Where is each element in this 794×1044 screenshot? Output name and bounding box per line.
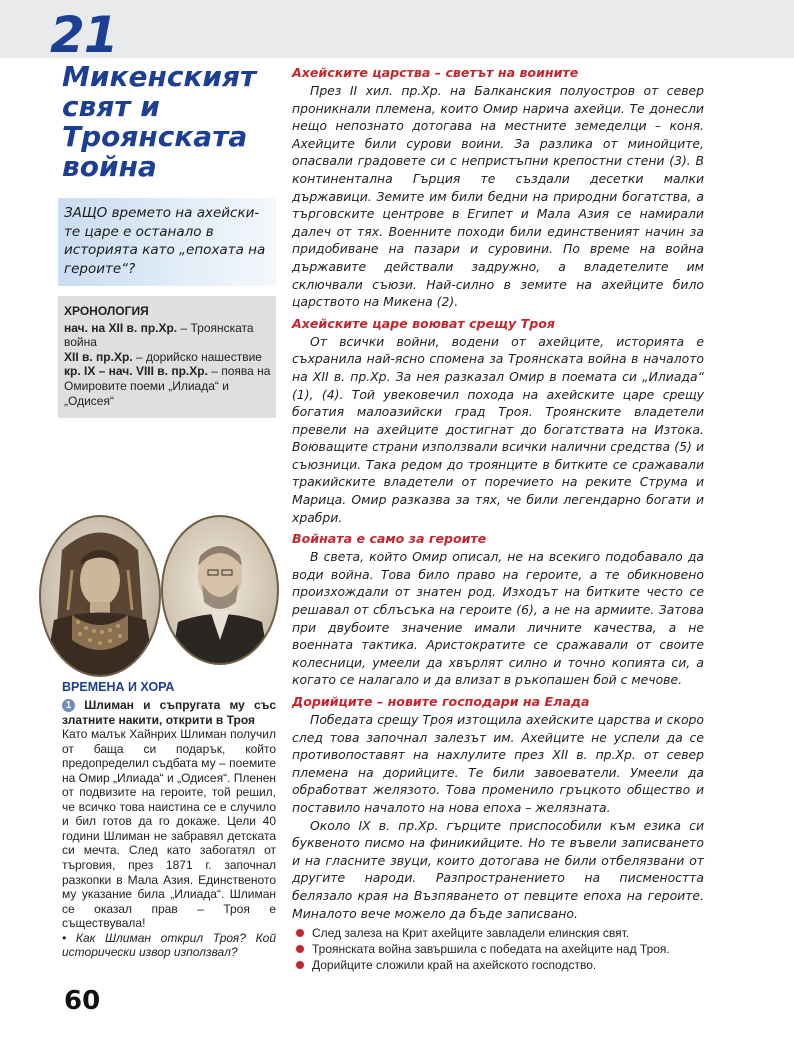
chapter-number: 21 [50,6,118,64]
figure-badge: 1 [62,699,75,712]
key-question: ЗАЩО времето на ахейски-те царе е останало в историята като „епохата на героите“? [64,205,266,277]
paragraph: Победата срещу Троя изтощила ахейските царства и скоро след това започнал залезът им. Ахейците не успели да се противопоставят на нахлулите през XII в. пр.Хр. от север племена на дорийците. Те били завоеватели. Умеели да обработват желязото. Това променило гръцкото общество и поставило началото на нова епоха – желязната. [292,712,704,815]
summary-item: Дорийците сложили край на ахейското господство. [292,957,704,973]
chapter-title: Микенският свят и Троянската война [62,60,257,183]
times-people-text [62,698,276,960]
section [292,530,704,689]
paragraph: В света, който Омир описал, не на всекиго подобавало да води война. Това било право на героите, а те обикновено произхождали от знатен род. Изходът на битките често се решавал от сблъсъка на героите (6), а не на армиите. Затова при двубоите значение имали личните качества, а не военната тактика. Аристократите се сражавали от своите колесници, умеели да хвърлят силно и точно копията си, а когато се налагало и да влизат в ръкопашен бой с мечове. [292,549,704,688]
chronology-date: кр. IX – нач. VIII в. пр.Хр. [64,364,208,379]
chapter-header-band [0,0,794,58]
chronology [64,304,274,408]
section-heading: Ахейските царе воюват срещу Троя [292,315,555,331]
times-people-question: • Как Шлиман открил Троя? Кой исторически извор използвал? [62,930,276,960]
paragraph: Около IX в. пр.Хр. гърците приспособили към езика си буквеното писмо на финикийците. Но те въвели записването и на гласните звуци, които дотогава не били отбелязвани от другите народи. Разпространението на писмеността белязало края на Възпяването от певците епоха на героите. Миналото вече можело да бъде записвано. [292,817,704,921]
chronology-heading: ХРОНОЛОГИЯ [64,304,149,318]
section [292,315,704,527]
chronology-text: – дорийско нашествие [132,349,262,364]
chronology-date: нач. на XII в. пр.Хр. [64,320,178,335]
times-people-body: Като малък Хайнрих Шлиман получил от баща си подарък, който предопределил съдбата му – поемите на Омир „Илиада“ и „Одисея“. Пленен от подвизите на героите, той решил, че всичко това наистина се е случило и бил готов да го докаже. Цели 40 години Шлиман не забравял детската си мечта. След като забогатял от търговия, през 1871 г. започнал разкопки в Мала Азия. Единственото му указание била „Илиада“. Шлиман се оказал прав – Троя е съществувала! [62,727,276,931]
times-people-heading: ВРЕМЕНА И ХОРА [62,680,175,694]
paragraph: От всички войни, водени от ахейците, историята е съхранила най-ясно спомена за Троянската война в началото на XII в. пр.Хр. За нея разказал Омир в поемата си „Илиада“ (1), (4). Той увековечил похода на ахейските царе срещу богатия малоазийски град Троя. Троянските владетели превели на ахейците достигнат до богатствата на Изтока. Воюващите страни използвали всички налични средства (5) и съюзници. Така редом до троянците в битките се сражавали тракийските владетели от поречието на реките Струма и Марица. Омир разказва за тях, че били легендарно богати и храбри. [292,333,704,525]
section-heading: Дорийците – новите господари на Елада [292,694,590,709]
chronology-item [64,321,274,350]
section-heading: Войната е само за героите [292,531,487,547]
summary-item: Троянската война завършила с победата на ахейците над Троя. [292,941,704,957]
chronology-text: – поява на Омировите поеми „Илиада“ и „Одисея“ [64,364,271,408]
schliemann-couple-photo [32,510,282,680]
chronology-item [64,350,274,365]
main-text [292,64,704,926]
section [292,693,704,922]
times-people-title: Шлиман и съпругата му със златните накити, открити в Троя [62,698,276,727]
section [292,64,704,311]
chronology-item [64,364,274,408]
summary-list [292,925,704,973]
summary-item: След залеза на Крит ахейците завладели елинския свят. [292,925,704,941]
chronology-date: XII в. пр.Хр. [64,349,133,364]
section-heading: Ахейските царства – светът на воините [292,65,579,80]
portraits-image [32,510,282,680]
paragraph: През II хил. пр.Хр. на Балканския полуостров от север проникнали племена, които Омир нарича ахейци. Те донесли нещо непознато дотогава на местните земеделци – коня. Ахейците били сурови воини. За разлика от минойците, опасвали градовете си с непристъпни крепостни стени (3). В континентална Гърция те създали десетки малки държавици. Земите им били бедни на природни богатства, а търговските центрове в Египет и Мала Азия се намирали далеч от тях. Военните походи били единственият начин за придобиване на пазари и суровини. По време на война държавите действали задружно, а владетелите им сключвали съюзи. Най-силно в земите на ахейците било царството на Микена (2). [292,83,704,310]
chronology-text: – Троянската война [64,320,254,350]
page-number: 60 [64,986,101,1016]
